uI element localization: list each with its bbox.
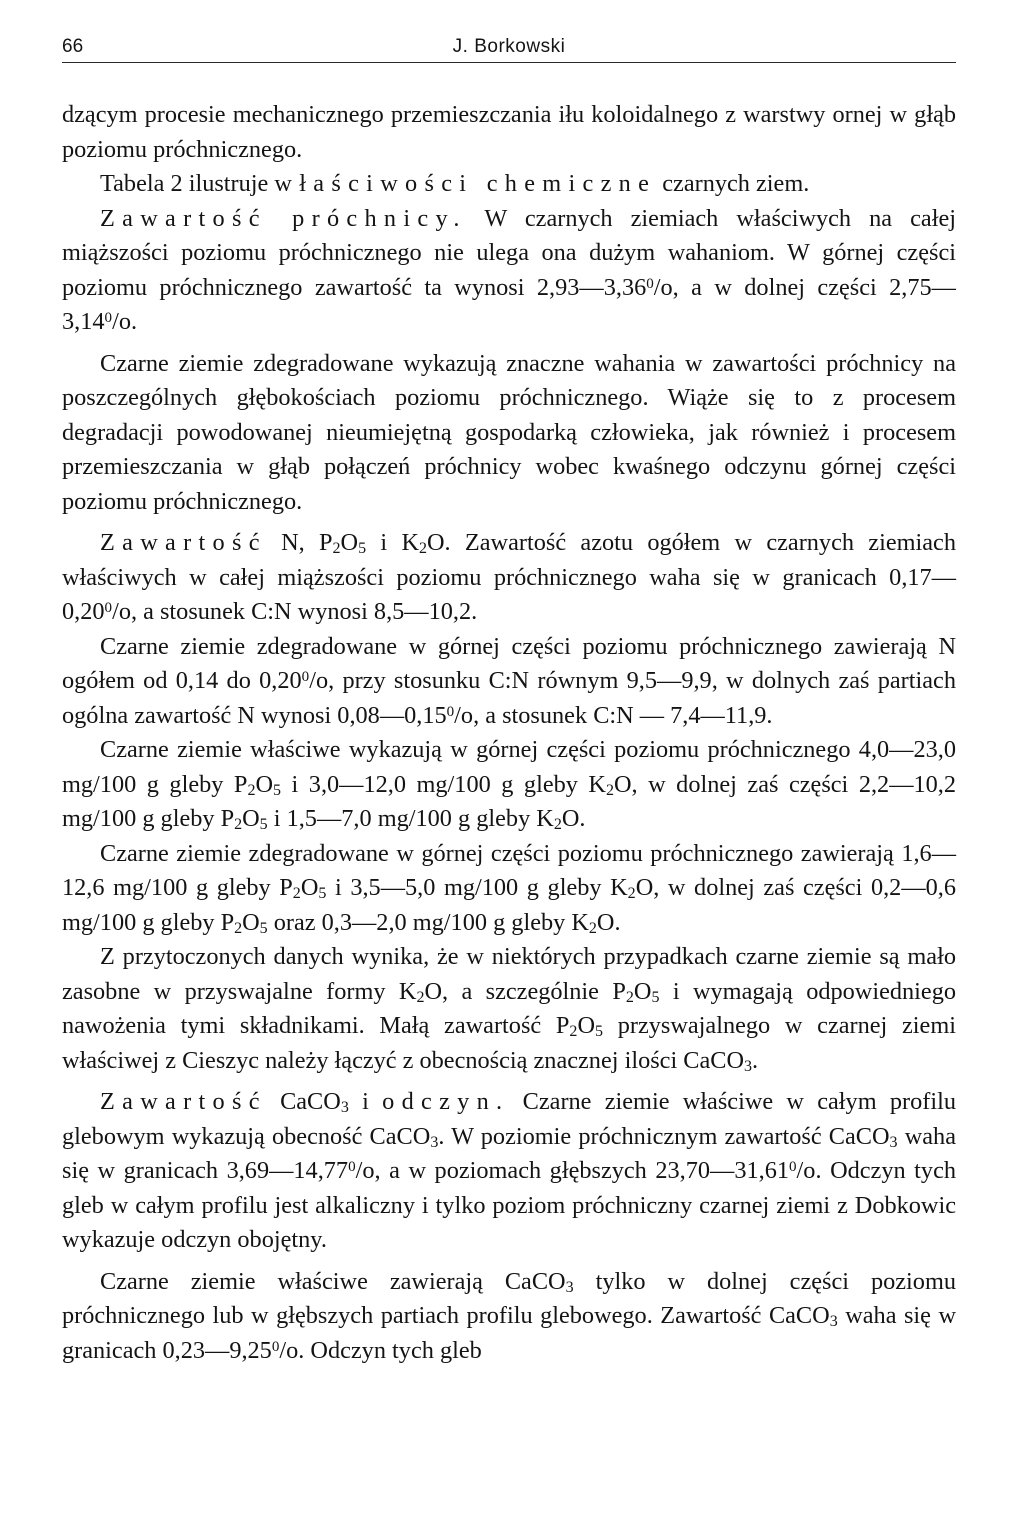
paragraph-npk-content: Zawartość N, $P_2O_5$ i $K_2O$. Zawartość azotu ogółem w czarnych ziemiach właściwych w całej miąższości poziomu próchnicznego waha się w granicach 0,17—0,20$^0$/o, a stosunek C:N wynosi 8,5—10,2. (62, 529, 956, 625)
paragraph-humus-content: Zawartość próchnicy. W czarnych ziemiach właściwych na całej miąższości poziomu próchnicznego nie ulega ona dużym wahaniom. W górnej części poziomu próchnicznego zawartość ta wynosi 2,93—3,36$^0$/o, a w dolnej części 2,75—3,14$^0$/o. (62, 204, 956, 335)
section-heading-npk: Zawartość (100, 529, 267, 556)
paragraph-proper-pk: Czarne ziemie właściwe wykazują w górnej części poziomu próchnicznego 4,0—23,0 mg/100 g gleby $P_2O_5$ i 3,0—12,0 mg/100 g gleby $K_2O$, w dolnej zaś części 2,2—10,2 mg/100 g gleby $P_2O_5$ i 1,5—7,0 mg/100 g gleby $K_2O$. (62, 736, 957, 834)
paragraph-continuation: dzącym procesie mechanicznego przemieszczania iłu koloidalnego z warstwy ornej w głąb poziomu próchnicznego. (62, 101, 956, 163)
paragraph-caco3-reaction: Zawartość CaCO$_3$ i odczyn. Czarne ziemie właściwe w całym profilu glebowym wykazują obecność CaCO$_3$. W poziomie próchnicznym zawartość CaCO$_3$ waha się w granicach 3,69—14,77$^0$/o, a w poziomach głębszych 23,70—31,61$^0$/o. Odczyn tych gleb w całym profilu jest alkaliczny i tylko poziom próchniczny czarnej ziemi z Dobkowic wykazuje odczyn obojętny. (62, 1088, 956, 1253)
paragraph-caco3-lower: Czarne ziemie właściwe zawierają CaCO$_3$ tylko w dolnej części poziomu próchnicznego lub w głębszych partiach profilu glebowego. Zawartość CaCO$_3$ waha się w granicach 0,23—9,25$^0$/o. Odczyn tych gleb (62, 1267, 956, 1364)
page-header (62, 22, 956, 63)
paragraph-degraded-humus: Czarne ziemie zdegradowane wykazują znaczne wahania w zawartości próchnicy na poszczególnych głębokościach poziomu próchnicznego. Wiąże się to z procesem degradacji powodowanej nieumiejętną gospodarką człowieka, jak również i procesem przemieszczania w głąb połączeń próchnicy wobec kwaśnego odczynu górnej części poziomu próchnicznego. (62, 349, 956, 515)
paragraph-table-intro: Tabela 2 ilustruje właściwości chemiczne czarnych ziem. (100, 170, 810, 197)
document-page (62, 22, 956, 1368)
page-number: 66 (62, 36, 84, 57)
body-text (62, 98, 956, 1368)
section-heading-humus: Zawartość próchnicy. (100, 204, 467, 232)
running-head-author: J. Borkowski (452, 36, 566, 57)
section-heading-caco3: Zawartość (100, 1088, 267, 1115)
paragraph-degraded-nitrogen: Czarne ziemie zdegradowane w górnej części poziomu próchnicznego zawierają N ogółem od 0,14 do 0,20$^0$/o, przy stosunku C:N równym 9,5—9,9, w dolnych zaś partiach ogólna zawartość N wynosi 0,08—0,15$^0$/o, a stosunek C:N — 7,4—11,9. (62, 632, 956, 729)
paragraph-degraded-pk: Czarne ziemie zdegradowane w górnej części poziomu próchnicznego zawierają 1,6—12,6 mg/100 g gleby $P_2O_5$ i 3,5—5,0 mg/100 g gleby $K_2O$, w dolnej zaś części 0,2—0,6 mg/100 g gleby $P_2O_5$ oraz 0,3—2,0 mg/100 g gleby $K_2O$. (62, 839, 956, 937)
paragraph-conclusion: Z przytoczonych danych wynika, że w niektórych przypadkach czarne ziemie są mało zasobne w przyswajalne formy $K_2O$, a szczególnie $P_2O_5$ i wymagają odpowiedniego nawożenia tymi składnikami. Małą zawartość $P_2O_5$ przyswajalnego w czarnej ziemi właściwej z Cieszyc należy łączyć z obecnością znacznej ilości CaCO$_3$. (62, 943, 957, 1075)
spaced-emphasis: właściwości chemiczne (274, 170, 657, 197)
section-heading-reaction: odczyn. (382, 1088, 510, 1115)
